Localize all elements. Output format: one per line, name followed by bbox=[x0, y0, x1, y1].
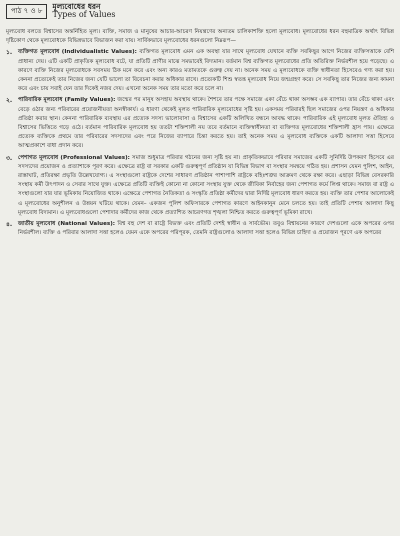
item-heading: ব্যক্তিগত মূল্যবোধ (Individualistic Values): bbox=[18, 49, 137, 56]
list-item bbox=[6, 154, 394, 218]
item-text: জন্মের পর মানুষ অসহায় অবস্থায় থাকে। শৈশবে তার পক্ষে সমাজে একা বেঁচে থাকা অসম্ভব এক ব্যাপার। তার বেঁচে থাকা এবং বেড়ে ওঠার জন্য পরিবারের প্রয়োজনীয়তা অনস্বীকার্য। এ ধারণা থেকেই মূলত পারিবারিক মূল্যবোধের সৃষ্টি হয়। একসময় পরিবারই ছিল সমাজের ওপর নিয়ন্ত্রণ ও অধিকার প্রতিষ্ঠা করার স্থান। কেননা পারিবারিক ব্যবস্থায় এর প্রত্যেক সদস্য ভালোবাসা ও বিশ্বাসের একটি অলিখিত বন্ধনে আবদ্ধ থাকে। পারিবারিক এই মূল্যবোধ মূলত ঐতিহ্য ও বিশ্বাসের ভিত্তিতে গড়ে ওঠে। বর্তমান পারিবারিক মূল্যবোধ হয় ততটা শক্তিশালী নয় তবে বর্তমানে ব্যক্তিস্বাধীনতা বা ব্যক্তিগত মূল্যবোধের শক্তিশালী হ্রাস পায়। এক্ষেত্রে প্রত্যেক ব্যক্তিকে প্রথমে তার পরিবারের সদস্যদের এবং পরে নিজের ব্যাপারে চিন্তা করতে হয়। তাই অনেক সময় এ মূল্যবোধ ব্যক্তিকে একটি আলাদা সত্তা হিসেবে আত্মপ্রকাশে বাধা প্রদান করে। bbox=[18, 97, 395, 150]
item-number: ৩. bbox=[6, 154, 13, 162]
title-bengali: মূল্যবোধের ধরন bbox=[52, 2, 101, 11]
item-body bbox=[18, 154, 394, 218]
item-heading: পেশাগত মূল্যবোধ (Professional Values): bbox=[18, 154, 130, 161]
list-item bbox=[6, 48, 394, 94]
item-heading: পারিবারিক মূল্যবোধ (Family Values): bbox=[18, 97, 116, 104]
page-header bbox=[6, 3, 394, 27]
list-item bbox=[6, 220, 394, 238]
list-item bbox=[6, 96, 394, 151]
item-text: বিশ্ব বহু দেশ বা রাষ্ট্রে বিভক্ত এবং প্রতিটি দেশই স্বাধীন ও সার্বভৌম। তবুও বিশ্বায়নের কারণে দেশগুলো একে অপরের ওপর নির্ভরশীল। ব্যক্তি ও পরিবার আলাদা সত্তা হলেও যেমন একে অপরের পরিপূরক, তেমনি রাষ্ট্রগুলোও আলাদা সত্তা হলেও বিভিন্ন চাহিদা ও প্রয়োজন পূরণে এক অপরের bbox=[18, 221, 395, 237]
item-number: ২. bbox=[6, 97, 13, 105]
lesson-label: পাঠ ৭ ও ৮ bbox=[6, 4, 47, 19]
title-english: Types of Values bbox=[52, 10, 116, 19]
item-heading: জাতীয় মূল্যবোধ (National Values): bbox=[18, 221, 116, 228]
item-number: ১. bbox=[6, 49, 13, 57]
item-body bbox=[18, 48, 394, 94]
title-block bbox=[52, 3, 115, 19]
item-number: ৪. bbox=[6, 221, 13, 229]
item-body bbox=[18, 96, 394, 151]
item-body bbox=[18, 220, 394, 238]
item-text: ব্যক্তিগত মূল্যবোধ এমন এক অবস্থা যার সাথে মূল্যবোধ যেখানে ব্যক্তি সবকিছুর আগে নিজের ব্যক্তিসত্তাকে বেশি প্রাধান্য দেয়। এটি একটি প্রাকৃতিক মূল্যবোধ বটে, যা প্রতিটি প্রাণীর মাঝে সমভাবেই বিদ্যমান। বর্তমান বিশ্ব ব্যক্তিগত মূল্যবোধের প্রতি অতিরিক্ত নির্ভরশীল হয়ে পড়েছে। এ কারণে ব্যক্তি নিজের মূল্যবোধকে সবসময় ঠিক মনে করে এবং অন্য কারও মতামতকে গুরুত্ব দেয় না। অনেক সময় এ মূল্যবোধকে ব্যক্তি স্বাধীনতা হিসেবেও গণ্য করা হয়। কেননা প্রত্যেকেই তার নিজের জন্য যেটি ভালো তা বিবেচনা করার অধিকার রাখে। প্রত্যেকটি শিশু স্বতন্ত্র মূল্যবোধ নিয়ে জন্মগ্রহণ করে। সে সবকিছু তার নিজের জন্য কামনা করে এবং চায় সবাই যেন তার দিকেই নজর দেয়। এখনো অনেক সময় তার মতো করে চলে না। bbox=[18, 49, 395, 93]
item-text: সমাজ শুধুমাত্র পরিবার গঠনের জন্য সৃষ্টি হয় না। প্রাকৃতিকভাবে পরিবার সমাজের একটি সুনির্দিষ্ট উপকরণ হিসেবে এর সদস্যদের প্রয়োজন ও প্রত্যাশাকে পূরণ করে। এক্ষেত্রে রাষ্ট্র বা সরকার একটি গুরুত্বপূর্ণ প্রতিষ্ঠান যা বিভিন্ন বিভাগ বা সংস্থার সমন্বয়ে গঠিত হয়। প্রশাসন যেমন পুলিশ, আইন, রাস্তাঘাট, প্রতিরক্ষা প্রভৃতি উল্লেখযোগ্য। এ সংস্থাগুলো রাষ্ট্রকে দেশের সাধারণ প্রতিষ্ঠান পাশাপাশি রাষ্ট্রকে বহিঃশত্রুর আক্রমণ থেকে রক্ষা করে। এছাড়া বিভিন্ন বেসরকারি সংস্থায় কর্মী উৎপাদন ও সেবার সাথে যুক্ত। এক্ষেত্রে প্রতিটি ব্যক্তিই কোনো না কোনো সংস্থায় যুক্ত থেকে জীবিকা নির্বাহের জন্য পেশাগত কর্মে লিপ্ত থাকে। সমাজ বা রাষ্ট্র এ সংস্থাগুলো যার যার ভূমিকায় নিয়োজিত থাকে। এক্ষেত্রে পেশাগত নৈতিকতা ও সংস্কৃতি প্রতিষ্ঠা কর্মীদের দ্বারা নির্দিষ্ট মূল্যবোধ ধারণ করতে হয়। ব্যক্তি তার পেশার আলোকেই এ মূল্যবোধের অনুশীলন ও উন্নয়ন ঘটিয়ে থাকে। যেমন– একজন পুলিশ অফিসারকে পেশাগত কারণে আইনকানুন মেনে চলতে হয়। তাই প্রতিটি পেশায় আলাদা কিছু মূল্যবোধ বিদ্যমান। এ মূল্যবোধগুলো পেশাদার কর্মীদের কাজ থেকে প্রত্যাশিত আচরণগত শৃঙ্খলা নিশ্চিত করতে গুরুত্বপূর্ণ ভূমিকা রাখে। bbox=[18, 154, 395, 216]
intro-paragraph: মূল্যবোধ বলতে বিশ্বাসের অন্তর্নিহিত মূল্য। ব্যক্তি, সমাজ ও মানুষের আচার-আচরণ নিয়ন্ত্রণের অন্যতম চালিকাশক্তি হলো মূল্যবোধ। মূল্যবোধের ধরন বহুমাত্রিক অর্থাৎ বিভিন্ন দৃষ্টিকোণ থেকে মূল্যবোধকে বিভিন্নভাবে বিভাজন করা যায়। সার্বিকভাবে মূল্যবোধের ধরনগুলো নিম্নরূপ— bbox=[6, 29, 394, 45]
